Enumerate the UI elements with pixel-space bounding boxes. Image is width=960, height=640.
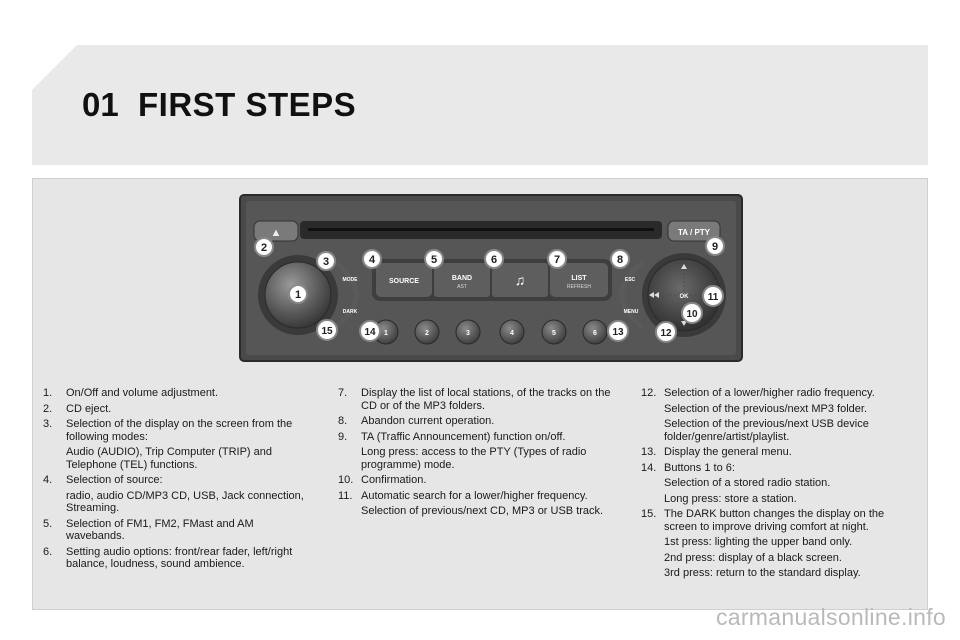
legend-item: 14. Buttons 1 to 6: xyxy=(641,461,735,474)
callout-marker xyxy=(548,250,566,268)
svg-text:14: 14 xyxy=(364,327,376,338)
esc-button[interactable] xyxy=(625,277,636,283)
svg-text:6: 6 xyxy=(593,330,597,337)
svg-text:MODE: MODE xyxy=(342,277,358,283)
callout-marker xyxy=(485,250,503,268)
legend-item: 7. Display the list of local stations, of the tracks on the CD or of the MP3 folders. xyxy=(338,387,611,412)
source-button[interactable] xyxy=(376,263,432,297)
legend-item: 4. Selection of source: xyxy=(43,474,163,486)
legend-subtext: radio, audio CD/MP3 CD, USB, Jack connection, Streaming. xyxy=(66,489,304,514)
svg-text:3: 3 xyxy=(322,256,330,268)
legend-item: 11. Automatic search for a lower/higher frequency. xyxy=(338,489,588,502)
legend-item: 8. Abandon current operation. xyxy=(338,415,495,427)
legend-subtext: Audio (AUDIO), Trip Computer (TRIP) and Telephone (TEL) functions. xyxy=(66,446,273,471)
legend-item: 6. Setting audio options: front/rear fader, left/right balance, loudness, sound ambience. xyxy=(43,545,293,570)
svg-text:AST: AST xyxy=(457,284,467,290)
svg-text:13: 13 xyxy=(612,327,624,338)
svg-text:BAND: BAND xyxy=(451,275,473,282)
svg-text:5: 5 xyxy=(552,330,556,337)
svg-text:ESC: ESC xyxy=(624,277,636,283)
svg-text:3: 3 xyxy=(466,330,470,337)
svg-text:DARK: DARK xyxy=(342,309,358,315)
svg-text:11: 11 xyxy=(707,292,719,303)
menu-button[interactable] xyxy=(624,309,639,315)
legend-subtext: 2nd press: display of a black screen. xyxy=(664,551,842,564)
legend-subtext: Selection of previous/next CD, MP3 or USB track. xyxy=(361,505,604,517)
callout-marker xyxy=(317,252,335,270)
callout-marker xyxy=(363,250,381,268)
legend-subtext: Selection of the previous/next MP3 folder. xyxy=(664,402,868,415)
dark-button[interactable] xyxy=(336,305,364,319)
callout-marker xyxy=(255,238,273,256)
svg-text:12: 12 xyxy=(660,328,672,339)
legend-subtext: Selection of the previous/next USB device folder/genre/artist/playlist. xyxy=(664,418,869,443)
page-title: FIRST STEPS xyxy=(138,86,357,123)
svg-text:5: 5 xyxy=(430,254,438,266)
music-note-icon: ♫ xyxy=(514,272,526,288)
legend-item: 2. CD eject. xyxy=(43,402,112,415)
svg-text:15: 15 xyxy=(321,326,333,337)
chapter-number: 01 xyxy=(82,86,119,123)
legend-item: 12. Selection of a lower/higher radio frequency. xyxy=(641,387,875,399)
svg-text:OK: OK xyxy=(679,294,689,300)
eject-icon: ▲ xyxy=(270,227,282,239)
watermark: carmanualsonline.info xyxy=(715,604,946,630)
callout-marker xyxy=(317,320,337,340)
svg-text:4: 4 xyxy=(510,330,514,337)
legend-subtext: 3rd press: return to the standard display. xyxy=(664,567,861,579)
callout-marker xyxy=(703,286,723,306)
callout-marker xyxy=(706,237,724,255)
svg-text:LIST: LIST xyxy=(571,275,587,282)
legend-item: 9. TA (Traffic Announcement) function on/off. xyxy=(338,430,566,443)
svg-text:MENU: MENU xyxy=(623,309,639,315)
ok-button[interactable] xyxy=(680,294,690,300)
svg-text:7: 7 xyxy=(553,254,561,266)
preset-button[interactable] xyxy=(500,320,524,344)
preset-button[interactable] xyxy=(583,320,607,344)
legend-subtext: Selection of a stored radio station. xyxy=(664,477,831,489)
preset-button[interactable] xyxy=(456,320,480,344)
band-button[interactable] xyxy=(434,263,490,297)
legend-item: 5. Selection of FM1, FM2, FMast and AM wavebands. xyxy=(43,517,254,542)
callout-marker xyxy=(656,322,676,342)
callout-marker xyxy=(425,250,443,268)
preset-button[interactable] xyxy=(415,320,439,344)
svg-text:TA / PTY: TA / PTY xyxy=(678,228,710,237)
mode-button[interactable] xyxy=(336,271,364,285)
legend-item: 1. On/Off and volume adjustment. xyxy=(43,387,219,399)
legend-item: 3. Selection of the display on the screen from the following modes: xyxy=(43,418,293,443)
audio-settings-button[interactable] xyxy=(492,263,548,297)
svg-text:1: 1 xyxy=(384,330,388,337)
legend-column-1 xyxy=(43,387,315,574)
legend-column-3 xyxy=(641,387,911,583)
callout-marker xyxy=(682,303,702,323)
callout-marker xyxy=(611,250,629,268)
callout-marker xyxy=(360,321,380,341)
svg-text:1: 1 xyxy=(294,289,302,301)
callout-marker xyxy=(608,321,628,341)
preset-button[interactable] xyxy=(542,320,566,344)
svg-text:2: 2 xyxy=(260,242,268,254)
legend-item: 15. The DARK button changes the display on the screen to improve driving comfort at night. xyxy=(641,508,885,533)
svg-text:9: 9 xyxy=(711,241,719,253)
svg-text:REFRESH: REFRESH xyxy=(567,284,591,290)
legend-subtext: 1st press: lighting the upper band only. xyxy=(664,536,853,548)
callout-marker xyxy=(289,285,307,303)
legend-column-2 xyxy=(338,387,620,521)
legend-item: 10. Confirmation. xyxy=(338,474,427,486)
legend-item: 13. Display the general menu. xyxy=(641,446,792,458)
svg-text:2: 2 xyxy=(425,330,429,337)
svg-text:SOURCE: SOURCE xyxy=(389,278,419,285)
legend-subtext: Long press: store a station. xyxy=(664,492,797,505)
svg-text:8: 8 xyxy=(616,254,624,266)
radio-illustration xyxy=(238,193,744,363)
svg-text:10: 10 xyxy=(686,309,698,320)
legend-subtext: Long press: access to the PTY (Types of radio programme) mode. xyxy=(361,446,587,471)
svg-text:4: 4 xyxy=(368,254,376,266)
svg-text:6: 6 xyxy=(490,254,498,266)
